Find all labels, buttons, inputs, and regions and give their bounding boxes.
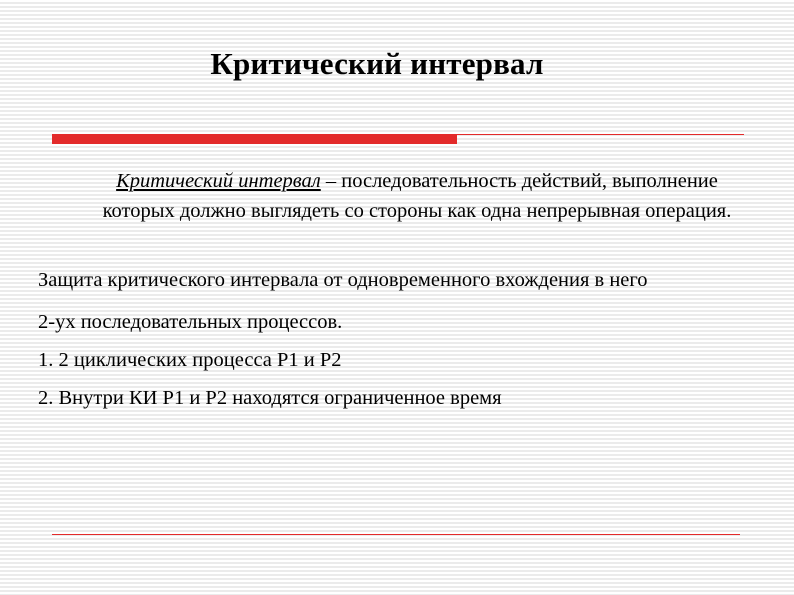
footer-divider: [52, 534, 740, 535]
definition-term: Критический интервал: [116, 170, 321, 192]
body-line-1: Защита критического интервала от одновременного вхождения в него: [38, 269, 648, 291]
definition-text-line1: – последовательность действий, выполнение: [320, 170, 718, 192]
slide-title: Критический интервал: [210, 46, 544, 81]
title-underline-accent-bar: [52, 135, 457, 144]
body-line-2: 2-ух последовательных процессов.: [38, 311, 343, 333]
definition-text-line2: которых должно выглядеть со стороны как одна непрерывная операция.: [102, 200, 732, 222]
list-item-1: 1. 2 циклических процесса Р1 и Р2: [38, 349, 342, 371]
list-item-2: 2. Внутри КИ Р1 и Р2 находятся ограниченное время: [38, 387, 502, 409]
definition-paragraph: [40, 166, 794, 226]
